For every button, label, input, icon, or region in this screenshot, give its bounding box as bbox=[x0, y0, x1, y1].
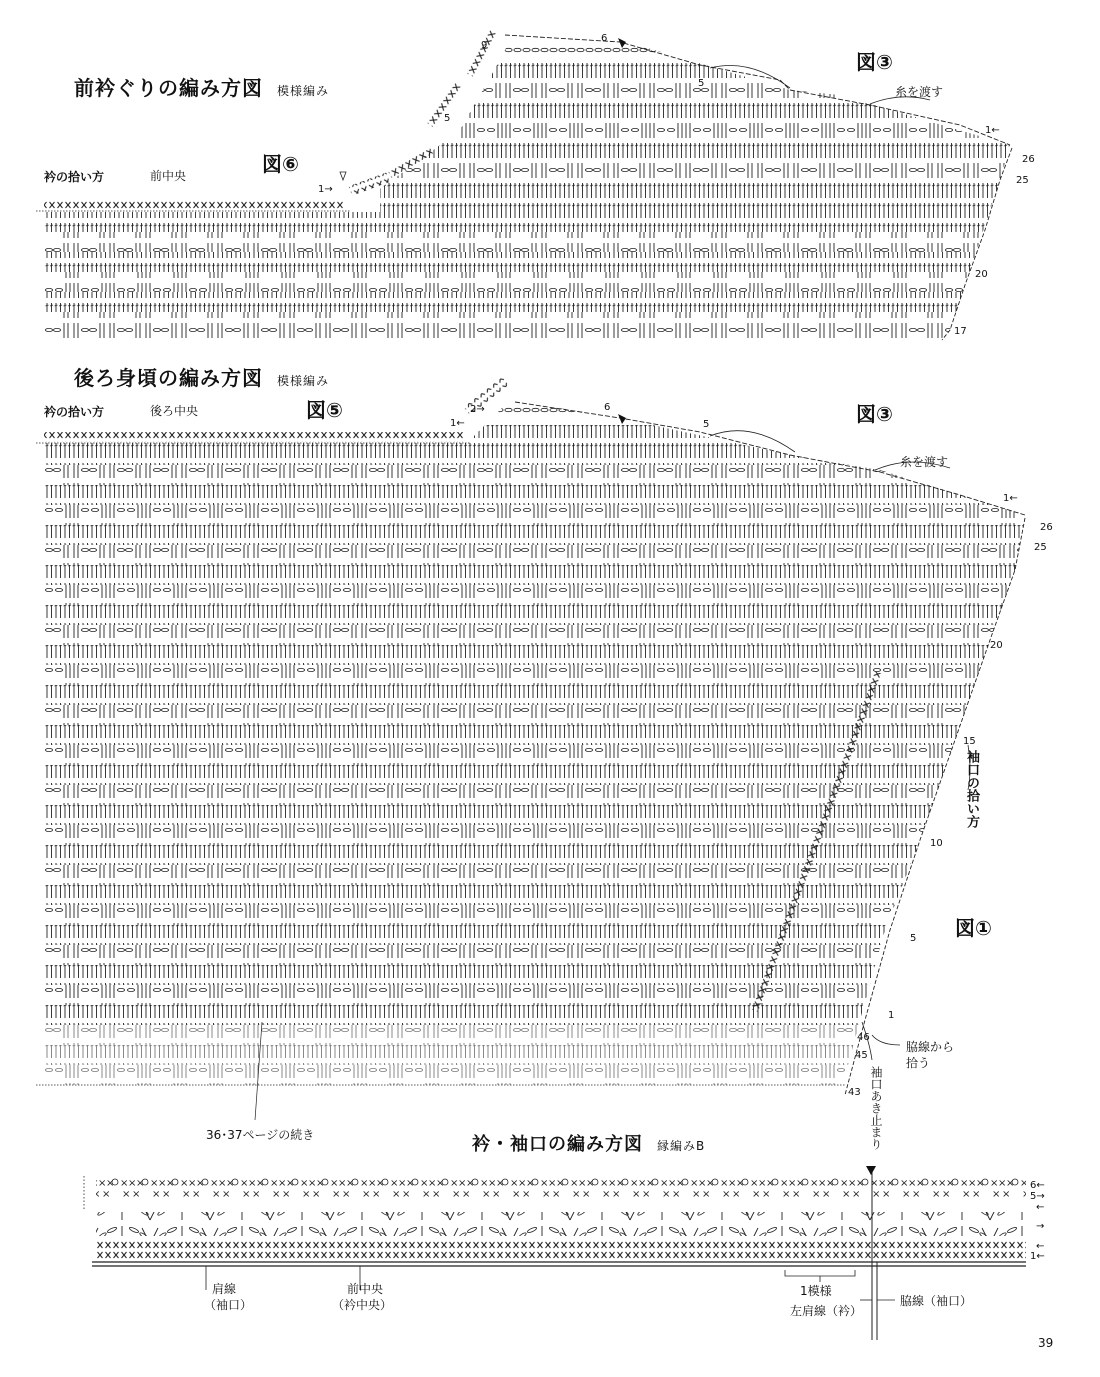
cuff-row-6: 6← bbox=[1030, 1180, 1045, 1191]
side-line-label: 脇線（袖口） bbox=[900, 1294, 973, 1308]
front-row-17: 17 bbox=[954, 326, 967, 337]
page-number: 39 bbox=[1038, 1336, 1054, 1350]
back-row-5b: 5 bbox=[910, 933, 917, 944]
front-row-9: 9 bbox=[481, 40, 488, 51]
back-row-43: 43 bbox=[848, 1087, 861, 1098]
collar-cuff-subtitle: 縁編みB bbox=[657, 1139, 706, 1153]
cuff-row-3: → bbox=[1036, 1221, 1045, 1232]
front-neck-title bbox=[74, 72, 329, 101]
back-fig-side: 図① bbox=[955, 916, 992, 940]
back-body-title-text: 後ろ身頃の編み方図 bbox=[74, 366, 263, 390]
back-body-chart bbox=[36, 376, 1034, 1120]
front-neck-title-text: 前衿ぐりの編み方図 bbox=[74, 76, 263, 100]
back-row-45: 45 bbox=[855, 1050, 868, 1061]
front-fig-left: 図⑥ bbox=[262, 152, 299, 176]
front-row-5a: 5 bbox=[698, 78, 705, 89]
back-fig-left: 図⑤ bbox=[306, 398, 343, 422]
front-row-25: 25 bbox=[1016, 175, 1029, 186]
front-row-6: 6 bbox=[601, 33, 608, 44]
continued-label: 36･37ページの続き bbox=[206, 1128, 315, 1142]
one-repeat-label: 1模様 bbox=[800, 1284, 832, 1298]
collar-cuff-chart bbox=[84, 1166, 1026, 1340]
cuff-row-4: ← bbox=[1036, 1202, 1045, 1213]
back-yarn-label: 糸を渡す bbox=[900, 455, 949, 469]
side-pickup-line1: 脇線から bbox=[906, 1040, 955, 1054]
front-center-label: 前中央 bbox=[150, 169, 187, 183]
side-pickup-line2: 拾う bbox=[906, 1056, 931, 1070]
back-row-25: 25 bbox=[1034, 542, 1047, 553]
back-row-1-shoulder: 1← bbox=[1003, 493, 1018, 504]
back-fig-right: 図③ bbox=[856, 402, 893, 426]
back-body-subtitle: 模様編み bbox=[277, 374, 330, 388]
front-center-cuff-1: 前中央 bbox=[347, 1282, 384, 1296]
cuff-row-5: 5→ bbox=[1030, 1191, 1045, 1202]
shoulder-label-1: 肩線 bbox=[212, 1282, 237, 1296]
back-row-46: 46 bbox=[857, 1032, 870, 1043]
back-pickup-label: 衿の拾い方 bbox=[44, 405, 105, 419]
collar-cuff-title bbox=[472, 1130, 705, 1156]
back-row-20: 20 bbox=[990, 640, 1003, 651]
back-body-title bbox=[74, 362, 329, 391]
front-fig-right: 図③ bbox=[856, 50, 893, 74]
back-row-1: 1 bbox=[888, 1010, 895, 1021]
shoulder-label-2: （袖口） bbox=[204, 1298, 253, 1312]
front-row-1-left: 1← bbox=[985, 125, 1000, 136]
back-row-26: 26 bbox=[1040, 522, 1053, 533]
cuff-row-1: 1← bbox=[1030, 1251, 1045, 1262]
front-pickup-label: 衿の拾い方 bbox=[44, 170, 105, 184]
back-row-15: 15 bbox=[963, 736, 976, 747]
back-row-1-neck: 1← bbox=[450, 418, 465, 429]
back-center-label: 後ろ中央 bbox=[150, 404, 199, 418]
back-row-10: 10 bbox=[930, 838, 943, 849]
cuff-row-2: ← bbox=[1036, 1241, 1045, 1252]
back-row-5: 5 bbox=[703, 419, 710, 430]
front-yarn-label: 糸を渡す bbox=[895, 85, 944, 99]
front-center-cuff-2: （衿中央） bbox=[332, 1298, 393, 1312]
front-row-20: 20 bbox=[975, 269, 988, 280]
sleeve-stop-label: 袖口あき止まり bbox=[869, 1066, 883, 1150]
front-neck-subtitle: 模様編み bbox=[277, 84, 330, 98]
front-row-1-right: 1→ bbox=[318, 184, 333, 195]
collar-cuff-title-text: 衿・袖口の編み方図 bbox=[472, 1134, 643, 1155]
front-row-26: 26 bbox=[1022, 154, 1035, 165]
back-row-6: 6 bbox=[604, 402, 611, 413]
back-row-2: 2→ bbox=[470, 404, 485, 415]
front-row-5b: 5 bbox=[444, 113, 451, 124]
left-shoulder-label: 左肩線（衿） bbox=[790, 1304, 863, 1318]
sleeve-pickup-label: 袖口の拾い方 bbox=[964, 750, 979, 828]
